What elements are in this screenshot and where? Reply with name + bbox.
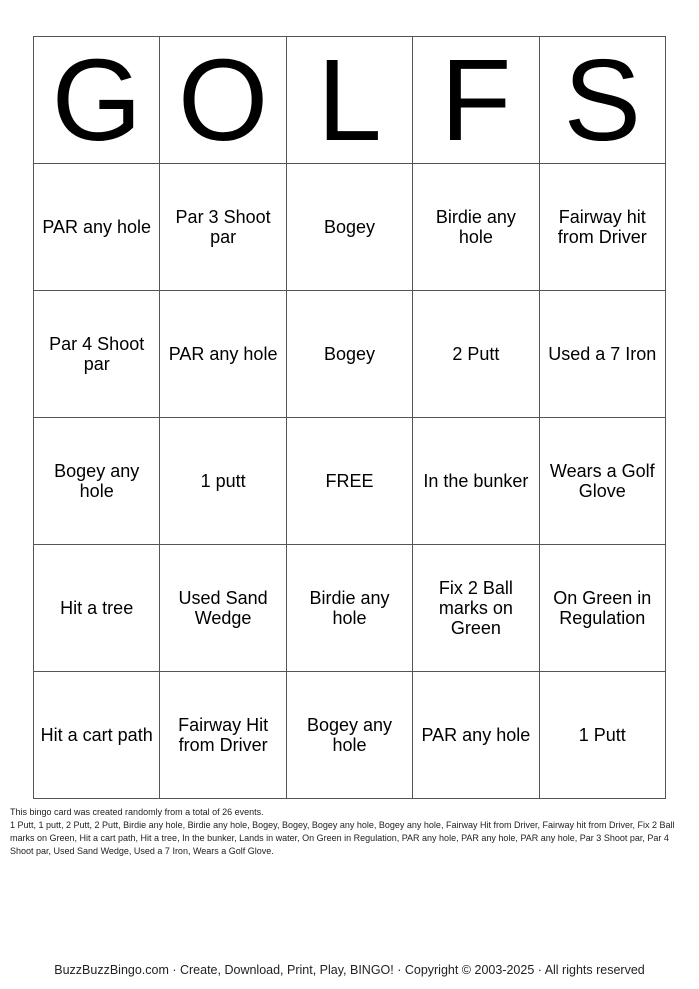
card-row-1 [34,164,666,291]
card-cell: Bogey any hole [286,672,412,799]
site-footer: BuzzBuzzBingo.com · Create, Download, Print, Play, BINGO! · Copyright © 2003-2025 · All rights reserved [54,963,645,977]
card-cell: 1 putt [160,418,286,545]
card-cell: Par 4 Shoot par [34,291,160,418]
card-cell: 1 Putt [539,672,665,799]
card-cell: Hit a cart path [34,672,160,799]
header-row [34,37,666,164]
card-cell: Bogey [286,291,412,418]
card-cell: Fairway Hit from Driver [160,672,286,799]
card-cell: Used a 7 Iron [539,291,665,418]
card-cell: PAR any hole [413,672,539,799]
card-cell: On Green in Regulation [539,545,665,672]
card-cell: Bogey [286,164,412,291]
card-row-4 [34,545,666,672]
card-cell: Birdie any hole [413,164,539,291]
card-cell: Fix 2 Ball marks on Green [413,545,539,672]
header-letter-3: L [286,37,412,164]
event-list-footnote [10,806,690,858]
card-row-5 [34,672,666,799]
card-cell: PAR any hole [160,291,286,418]
bingo-card [33,36,666,799]
header-letter-2: O [160,37,286,164]
card-cell: Hit a tree [34,545,160,672]
card-cell: Par 3 Shoot par [160,164,286,291]
card-cell: Bogey any hole [34,418,160,545]
card-cell: PAR any hole [34,164,160,291]
card-cell: In the bunker [413,418,539,545]
card-row-3 [34,418,666,545]
card-cell: Fairway hit from Driver [539,164,665,291]
free-space-cell: FREE [286,418,412,545]
header-letter-5: S [539,37,665,164]
card-cell: Used Sand Wedge [160,545,286,672]
card-cell: Wears a Golf Glove [539,418,665,545]
header-letter-4: F [413,37,539,164]
footnote-events: 1 Putt, 1 putt, 2 Putt, 2 Putt, Birdie any hole, Birdie any hole, Bogey, Bogey, Bogey any hole, Bogey any hole, Fairway Hit from Driver, Fairway hit from Driver, Fix 2 Ball marks on Green, Hit a cart path, Hit a tree, In the bunker, Lands in water, On Green in Regulation, PAR any hole, PAR any hole, PAR any hole, Par 3 Shoot par, Par 4 Shoot par, Used Sand Wedge, Used a 7 Iron, Wears a Golf Glove. [10,820,675,856]
card-row-2 [34,291,666,418]
card-cell: 2 Putt [413,291,539,418]
card-cell: Birdie any hole [286,545,412,672]
header-letter-1: G [34,37,160,164]
footnote-intro: This bingo card was created randomly from a total of 26 events. [10,807,264,817]
